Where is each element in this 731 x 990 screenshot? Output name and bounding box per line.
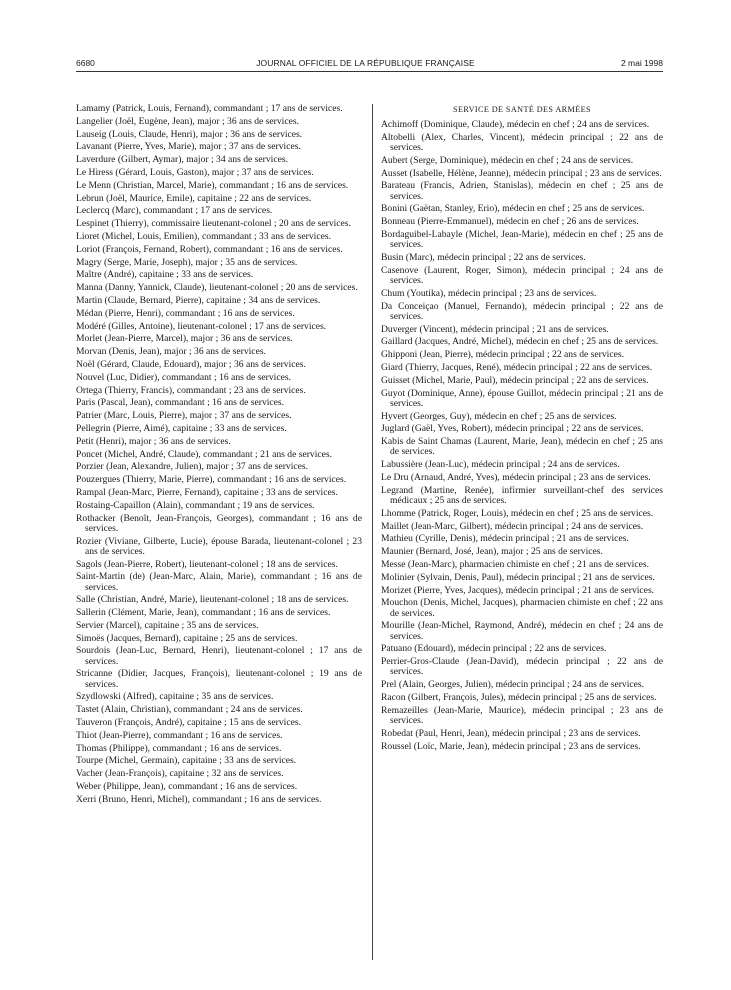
list-item: Patrier (Marc, Louis, Pierre), major ; 37 ans de services. [76, 410, 292, 422]
list-item: Tastet (Alain, Christian), commandant ; 24 ans de services. [76, 704, 303, 716]
page-number: 6680 [76, 58, 95, 68]
list-item: Petit (Henri), major ; 36 ans de services. [76, 435, 231, 447]
list-item: Casenove (Laurent, Roger, Simon), médecin principal ; 24 ans de services. [381, 264, 663, 286]
list-item: Xerri (Bruno, Henri, Michel), commandant ; 16 ans de services. [76, 793, 322, 805]
list-item: Lhomme (Patrick, Roger, Louis), médecin en chef ; 25 ans de services. [381, 507, 654, 519]
list-item: Hyvert (Georges, Guy), médecin en chef ; 25 ans de services. [381, 410, 617, 422]
left-column [76, 104, 362, 808]
list-item: Thomas (Philippe), commandant ; 16 ans de services. [76, 742, 282, 754]
list-item: Leclercq (Marc), commandant ; 17 ans de services. [76, 205, 273, 217]
list-item: Altobelli (Alex, Charles, Vincent), médecin principal ; 22 ans de services. [381, 131, 663, 153]
list-item: Nouvel (Luc, Didier), commandant ; 16 ans de services. [76, 371, 291, 383]
list-item: Rothacker (Benoît, Jean-François, Georges), commandant ; 16 ans de services. [76, 512, 362, 534]
list-item: Racon (Gilbert, François, Jules), médecin principal ; 25 ans de services. [381, 691, 657, 703]
list-item: Remazeilles (Jean-Marie, Maurice), médecin principal ; 23 ans de services. [381, 704, 663, 726]
list-item: Rozier (Viviane, Gilberte, Lucie), épouse Barada, lieutenant-colonel ; 23 ans de services. [76, 535, 362, 557]
list-item: Maunier (Bernard, José, Jean), major ; 25 ans de services. [381, 546, 603, 558]
list-item: Salle (Christian, André, Marie), lieutenant-colonel ; 18 ans de services. [76, 594, 349, 606]
list-item: Mourille (Jean-Michel, Raymond, André), médecin en chef ; 24 ans de services. [381, 620, 663, 642]
page-header [0, 57, 731, 69]
list-item: Molinier (Sylvain, Denis, Paul), médecin principal ; 21 ans de services. [381, 571, 655, 583]
list-item: Roussel (Loïc, Marie, Jean), médecin principal ; 23 ans de services. [381, 740, 641, 752]
list-item: Juglard (Gaël, Yves, Robert), médecin principal ; 22 ans de services. [381, 423, 644, 435]
list-item: Noël (Gérard, Claude, Edouard), major ; 36 ans de services. [76, 358, 306, 370]
list-item: Weber (Philippe, Jean), commandant ; 16 ans de services. [76, 781, 298, 793]
list-item: Rampal (Jean-Marc, Pierre, Fernand), capitaine ; 33 ans de services. [76, 486, 338, 498]
header-rule [76, 71, 663, 72]
list-item: Pouzergues (Thierry, Marie, Pierre), commandant ; 16 ans de services. [76, 474, 347, 486]
list-item: Lamamy (Patrick, Louis, Fernand), commandant ; 17 ans de services. [76, 103, 343, 114]
list-item: Rostaing-Capaillon (Alain), commandant ; 19 ans de services. [76, 499, 315, 511]
list-item: Duverger (Vincent), médecin principal ; 21 ans de services. [381, 323, 609, 335]
list-item: Labussière (Jean-Luc), médecin principal ; 24 ans de services. [381, 459, 620, 471]
list-item: Morlet (Jean-Pierre, Marcel), major ; 36 ans de services. [76, 333, 293, 345]
list-item: Patuano (Edouard), médecin principal ; 22 ans de services. [381, 643, 607, 655]
issue-date: 2 mai 1998 [620, 58, 663, 68]
list-item: Bonneau (Pierre-Emmanuel), médecin en chef ; 26 ans de services. [381, 216, 639, 228]
list-item: Szydlowski (Alfred), capitaine ; 35 ans de services. [76, 691, 274, 703]
list-item: Prel (Alain, Georges, Julien), médecin principal ; 24 ans de services. [381, 679, 645, 691]
journal-title: JOURNAL OFFICIEL DE LA RÉPUBLIQUE FRANÇAISE [256, 58, 475, 68]
list-item: Tauveron (François, André), capitaine ; 15 ans de services. [76, 717, 301, 729]
list-item: Chum (Youtika), médecin principal ; 23 ans de services. [381, 287, 597, 299]
list-item: Maillet (Jean-Marc, Gilbert), médecin principal ; 24 ans de services. [381, 520, 644, 532]
list-item: Lebrun (Joël, Maurice, Emile), capitaine ; 22 ans de services. [76, 192, 312, 204]
list-item: Modéré (Gilles, Antoine), lieutenant-colonel ; 17 ans de services. [76, 320, 327, 332]
list-item: Martin (Claude, Bernard, Pierre), capitaine ; 34 ans de services. [76, 294, 321, 306]
list-item: Pellegrin (Pierre, Aimé), capitaine ; 33 ans de services. [76, 422, 287, 434]
list-item: Stricanne (Didier, Jacques, François), lieutenant-colonel ; 19 ans de services. [76, 668, 362, 690]
list-item: Ghipponi (Jean, Pierre), médecin principal ; 22 ans de services. [381, 349, 624, 361]
list-item: Kabis de Saint Chamas (Laurent, Marie, Jean), médecin en chef ; 25 ans de services. [381, 436, 663, 458]
list-item: Giard (Thierry, Jacques, René), médecin principal ; 22 ans de services. [381, 361, 653, 373]
list-item: Médan (Pierre, Henri), commandant ; 16 ans de services. [76, 307, 295, 319]
list-item: Magry (Serge, Marie, Joseph), major ; 35 ans de services. [76, 256, 298, 268]
list-item: Busin (Marc), médecin principal ; 22 ans de services. [381, 251, 586, 263]
list-item: Ausset (Isabelle, Hélène, Jeanne), médecin principal ; 23 ans de services. [381, 167, 662, 179]
list-item: Lioret (Michel, Louis, Emilien), commandant ; 33 ans de services. [76, 230, 331, 242]
list-item: Simoës (Jacques, Bernard), capitaine ; 25 ans de services. [76, 632, 298, 644]
list-item: Manna (Danny, Yannick, Claude), lieutenant-colonel ; 20 ans de services. [76, 282, 358, 294]
list-item: Sourdois (Jean-Luc, Bernard, Henri), lieutenant-colonel ; 17 ans de services. [76, 645, 362, 667]
list-item: Perrier-Gros-Claude (Jean-David), médecin principal ; 22 ans de services. [381, 656, 663, 678]
list-item: Guyot (Dominique, Anne), épouse Guillot, médecin principal ; 21 ans de services. [381, 387, 663, 409]
list-item: Morizet (Pierre, Yves, Jacques), médecin principal ; 21 ans de services. [381, 584, 655, 596]
list-item: Lauseig (Louis, Claude, Henri), major ; 36 ans de services. [76, 128, 303, 140]
list-item: Aubert (Serge, Dominique), médecin en chef ; 24 ans de services. [381, 154, 634, 166]
list-item: Da Conceiçao (Manuel, Fernando), médecin principal ; 22 ans de services. [381, 300, 663, 322]
list-item: Le Dru (Arnaud, André, Yves), médecin principal ; 23 ans de services. [381, 471, 651, 483]
list-item: Paris (Pascal, Jean), commandant ; 16 ans de services. [76, 397, 285, 409]
list-item: Maître (André), capitaine ; 33 ans de services. [76, 269, 254, 281]
list-item: Robedat (Paul, Henri, Jean), médecin principal ; 23 ans de services. [381, 727, 641, 739]
list-item: Laverdure (Gilbert, Aymar), major ; 34 ans de services. [76, 154, 288, 166]
list-item: Legrand (Martine, Renée), infirmier surveillant-chef des services médicaux ; 25 ans de services. [381, 484, 663, 506]
list-item: Le Hiress (Gérard, Louis, Gaston), major ; 37 ans de services. [76, 166, 314, 178]
list-item: Achimoff (Dominique, Claude), médecin en chef ; 24 ans de services. [381, 119, 650, 130]
list-item: Lespinet (Thierry), commissaire lieutenant-colonel ; 20 ans de services. [76, 218, 351, 230]
list-item: Lavanant (Pierre, Yves, Marie), major ; 37 ans de services. [76, 141, 301, 153]
list-item: Gaillard (Jacques, André, Michel), médecin en chef ; 25 ans de services. [381, 336, 659, 348]
list-item: Loriot (François, Fernand, Robert), commandant ; 16 ans de services. [76, 243, 343, 255]
list-item: Tourpe (Michel, Germain), capitaine ; 33 ans de services. [76, 755, 297, 767]
list-item: Porzier (Jean, Alexandre, Julien), major ; 37 ans de services. [76, 461, 309, 473]
list-item: Vacher (Jean-François), capitaine ; 32 ans de services. [76, 768, 284, 780]
column-divider [372, 104, 373, 960]
list-item: Mouchon (Denis, Michel, Jacques), pharmacien chimiste en chef ; 22 ans de services. [381, 597, 663, 619]
list-item: Bonini (Gaëtan, Stanley, Erio), médecin en chef ; 25 ans de services. [381, 203, 645, 215]
list-item: Mathieu (Cyrille, Denis), médecin principal ; 21 ans de services. [381, 533, 629, 545]
list-item: Langelier (Joël, Eugène, Jean), major ; 36 ans de services. [76, 115, 299, 127]
list-item: Barateau (Francis, Adrien, Stanislas), médecin en chef ; 25 ans de services. [381, 180, 663, 202]
list-item: Ortega (Thierry, Francis), commandant ; 23 ans de services. [76, 384, 306, 396]
list-item: Sallerin (Clément, Marie, Jean), commandant ; 16 ans de services. [76, 607, 331, 619]
list-item: Messe (Jean-Marc), pharmacien chimiste en chef ; 21 ans de services. [381, 558, 649, 570]
list-item: Morvan (Denis, Jean), major ; 36 ans de services. [76, 346, 266, 358]
list-item: Bordaguibel-Labayle (Michel, Jean-Marie), médecin en chef ; 25 ans de services. [381, 228, 663, 251]
list-item: Guisset (Michel, Marie, Paul), médecin principal ; 22 ans de services. [381, 374, 649, 386]
right-column [381, 104, 663, 754]
list-item: Thiot (Jean-Pierre), commandant ; 16 ans de services. [76, 729, 283, 741]
list-item: Sagols (Jean-Pierre, Robert), lieutenant-colonel ; 18 ans de services. [76, 558, 338, 570]
right-entries [381, 120, 663, 752]
list-item: Poncet (Michel, André, Claude), commandant ; 21 ans de services. [76, 448, 333, 460]
list-item: Servier (Marcel), capitaine ; 35 ans de services. [76, 619, 259, 631]
list-item: Le Menn (Christian, Marcel, Marie), commandant ; 16 ans de services. [76, 179, 349, 191]
list-item: Saint-Martin (de) (Jean-Marc, Alain, Marie), commandant ; 16 ans de services. [76, 571, 362, 593]
section-title: SERVICE DE SANTÉ DES ARMÉES [453, 105, 591, 114]
